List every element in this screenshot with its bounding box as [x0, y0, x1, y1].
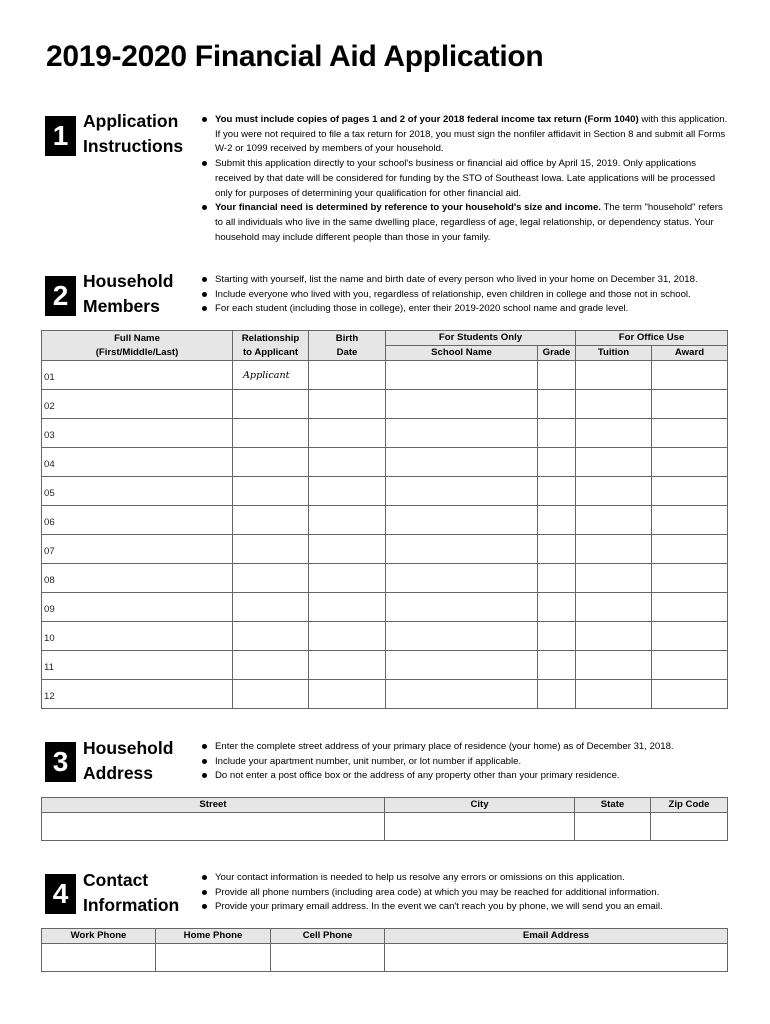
relationship-cell[interactable] — [233, 564, 309, 593]
relationship-cell[interactable] — [233, 622, 309, 651]
cell-phone-field[interactable] — [271, 944, 385, 972]
section-1-title — [83, 109, 183, 159]
office-use-header: For Office Use — [576, 331, 728, 346]
table-row — [42, 564, 728, 593]
award-cell[interactable] — [652, 419, 728, 448]
row-number: 08 — [44, 575, 55, 586]
school-name-cell[interactable] — [386, 448, 538, 477]
section-4-title — [83, 868, 179, 918]
full-name-cell[interactable] — [42, 448, 233, 477]
email-address-field[interactable] — [385, 944, 728, 972]
full-name-header-line2: (First/Middle/Last) — [95, 346, 179, 358]
birth-date-cell[interactable] — [309, 419, 386, 448]
grade-cell[interactable] — [538, 680, 576, 709]
tuition-cell[interactable] — [576, 564, 652, 593]
state-field[interactable] — [575, 813, 651, 841]
table-row — [42, 390, 728, 419]
school-name-cell[interactable] — [386, 506, 538, 535]
full-name-cell[interactable] — [42, 564, 233, 593]
section-1-bullet-2: Submit this application directly to your school's business or financial aid office by April 15, 2019. Only applications received by that date will be considered for funding by the STO of Southeast Iowa. Late applications will be processed only for purposes of determining your qualification for other financial aid. — [200, 157, 730, 201]
tuition-cell[interactable] — [576, 651, 652, 680]
row-number: 02 — [44, 401, 55, 412]
table-row — [42, 593, 728, 622]
full-name-cell[interactable] — [42, 651, 233, 680]
section-4-instructions — [200, 871, 730, 915]
school-name-cell[interactable] — [386, 477, 538, 506]
full-name-header-line1: Full Name — [114, 332, 160, 344]
table-row — [42, 535, 728, 564]
birth-date-cell[interactable] — [309, 622, 386, 651]
city-field[interactable] — [385, 813, 575, 841]
table-row — [42, 361, 728, 390]
cell-phone-header: Cell Phone — [271, 929, 385, 944]
school-name-cell[interactable] — [386, 390, 538, 419]
grade-cell[interactable] — [538, 390, 576, 419]
award-cell[interactable] — [652, 506, 728, 535]
school-name-cell[interactable] — [386, 593, 538, 622]
section-4-title-line2: Information — [83, 895, 180, 915]
grade-cell[interactable] — [538, 361, 576, 390]
tuition-cell[interactable] — [576, 593, 652, 622]
award-cell[interactable] — [652, 564, 728, 593]
row-number: 03 — [44, 430, 55, 441]
relationship-header-line2: to Applicant — [242, 346, 299, 358]
grade-cell[interactable] — [538, 564, 576, 593]
full-name-cell[interactable] — [42, 390, 233, 419]
award-cell[interactable] — [652, 622, 728, 651]
school-name-cell[interactable] — [386, 361, 538, 390]
zip-code-field[interactable] — [651, 813, 728, 841]
section-4-number: 4 — [45, 874, 76, 914]
section-3-bullet-2: Include your apartment number, unit number, or lot number if applicable. — [200, 755, 730, 770]
row-number: 06 — [44, 517, 55, 528]
full-name-cell[interactable] — [42, 680, 233, 709]
table-row — [42, 419, 728, 448]
table-row — [42, 680, 728, 709]
award-cell[interactable] — [652, 390, 728, 419]
section-1-bullet-1 — [200, 113, 730, 157]
full-name-cell[interactable] — [42, 477, 233, 506]
relationship-cell[interactable] — [233, 419, 309, 448]
award-cell[interactable] — [652, 651, 728, 680]
page-title: 2019-2020 Financial Aid Application — [46, 40, 544, 73]
section-1-number: 1 — [45, 116, 76, 156]
section-4-bullet-2: Provide all phone numbers (including area code) at which you may be reached for additional information. — [200, 886, 730, 901]
full-name-cell[interactable] — [42, 361, 233, 390]
relationship-cell[interactable] — [233, 593, 309, 622]
street-field[interactable] — [42, 813, 385, 841]
row-number: 05 — [44, 488, 55, 499]
tuition-cell[interactable] — [576, 477, 652, 506]
section-2-title — [83, 269, 173, 319]
section-1-title-line2: Instructions — [83, 136, 184, 156]
tuition-cell[interactable] — [576, 361, 652, 390]
birth-date-cell[interactable] — [309, 564, 386, 593]
relationship-cell[interactable] — [233, 448, 309, 477]
section-1-instructions — [200, 113, 730, 245]
full-name-cell[interactable] — [42, 622, 233, 651]
section-1-title-line1: Application — [83, 111, 179, 131]
section-2-instructions — [200, 273, 730, 317]
relationship-cell[interactable] — [233, 390, 309, 419]
household-members-table — [41, 330, 728, 709]
row-number: 09 — [44, 604, 55, 615]
birth-date-cell[interactable] — [309, 651, 386, 680]
home-phone-header: Home Phone — [156, 929, 271, 944]
birth-date-cell[interactable] — [309, 535, 386, 564]
award-cell[interactable] — [652, 680, 728, 709]
row-number: 10 — [44, 633, 55, 644]
grade-cell[interactable] — [538, 651, 576, 680]
section-3-number: 3 — [45, 742, 76, 782]
section-1-bullet-3 — [200, 201, 730, 245]
award-cell[interactable] — [652, 593, 728, 622]
grade-cell[interactable] — [538, 622, 576, 651]
relationship-cell[interactable] — [233, 506, 309, 535]
section-3-title-line2: Address — [83, 763, 154, 783]
relationship-cell[interactable] — [233, 477, 309, 506]
full-name-cell[interactable] — [42, 419, 233, 448]
section-2-bullet-1: Starting with yourself, list the name and birth date of every person who lived in your home on December 31, 2018. — [200, 273, 730, 288]
school-name-header: School Name — [386, 346, 538, 361]
row-number: 11 — [44, 662, 54, 673]
full-name-cell[interactable] — [42, 506, 233, 535]
section-4-bullet-3: Provide your primary email address. In the event we can't reach you by phone, we will send you an email. — [200, 900, 730, 915]
section-2-bullet-2: Include everyone who lived with you, regardless of relationship, even children in college and those not in school. — [200, 288, 730, 303]
street-header: Street — [42, 798, 385, 813]
grade-cell[interactable] — [538, 448, 576, 477]
relationship-cell[interactable] — [233, 651, 309, 680]
birth-date-cell[interactable] — [309, 390, 386, 419]
relationship-header — [233, 331, 309, 361]
section-2-bullet-3: For each student (including those in college), enter their 2019-2020 school name and grade level. — [200, 302, 730, 317]
work-phone-header: Work Phone — [42, 929, 156, 944]
birth-date-cell[interactable] — [309, 680, 386, 709]
section-2-title-line1: Household — [83, 271, 174, 291]
section-2-number: 2 — [45, 276, 76, 316]
relationship-cell[interactable]: Applicant — [233, 361, 309, 390]
grade-cell[interactable] — [538, 506, 576, 535]
section-4-title-line1: Contact — [83, 870, 149, 890]
row-number: 12 — [44, 691, 55, 702]
tuition-cell[interactable] — [576, 419, 652, 448]
city-header: City — [385, 798, 575, 813]
section-3-title-line1: Household — [83, 738, 174, 758]
full-name-header — [42, 331, 233, 361]
section-1-bullet-3-text: The term "household" refers to all individuals who live in the same dwelling place, regardless of age, legal relationship, or dependency status. Your household may include different people than those in your family. — [215, 202, 723, 243]
birth-date-cell[interactable] — [309, 448, 386, 477]
relationship-cell[interactable] — [233, 680, 309, 709]
row-number: 01 — [44, 372, 55, 383]
section-3-title — [83, 736, 173, 786]
table-row — [42, 448, 728, 477]
table-row — [42, 622, 728, 651]
section-1-bullet-1-text: with this application. If you were not required to file a tax return for 2018, you must sign the nonfiler affidavit in Section 8 and submit all Forms W-2 or 1099 received by members of your household. — [215, 114, 728, 155]
table-row — [42, 477, 728, 506]
contact-info-table — [41, 928, 728, 972]
grade-cell[interactable] — [538, 477, 576, 506]
birth-date-cell[interactable] — [309, 506, 386, 535]
section-4-bullet-1: Your contact information is needed to help us resolve any errors or omissions on this application. — [200, 871, 730, 886]
section-3-instructions — [200, 740, 730, 784]
row-number: 07 — [44, 546, 55, 557]
tuition-header: Tuition — [576, 346, 652, 361]
email-address-header: Email Address — [385, 929, 728, 944]
school-name-cell[interactable] — [386, 622, 538, 651]
grade-cell[interactable] — [538, 535, 576, 564]
zip-code-header: Zip Code — [651, 798, 728, 813]
tuition-cell[interactable] — [576, 622, 652, 651]
household-address-table — [41, 797, 728, 841]
award-cell[interactable] — [652, 448, 728, 477]
students-only-header: For Students Only — [386, 331, 576, 346]
birth-date-cell[interactable] — [309, 593, 386, 622]
school-name-cell[interactable] — [386, 680, 538, 709]
school-name-cell[interactable] — [386, 535, 538, 564]
award-cell[interactable] — [652, 361, 728, 390]
birth-date-cell[interactable] — [309, 477, 386, 506]
full-name-cell[interactable] — [42, 593, 233, 622]
grade-cell[interactable] — [538, 593, 576, 622]
relationship-header-line1: Relationship — [241, 332, 300, 344]
award-cell[interactable] — [652, 535, 728, 564]
school-name-cell[interactable] — [386, 651, 538, 680]
table-row — [42, 651, 728, 680]
grade-header: Grade — [538, 346, 576, 361]
school-name-cell[interactable] — [386, 564, 538, 593]
tuition-cell[interactable] — [576, 506, 652, 535]
state-header: State — [575, 798, 651, 813]
award-header: Award — [652, 346, 728, 361]
tuition-cell[interactable] — [576, 680, 652, 709]
work-phone-field[interactable] — [42, 944, 156, 972]
section-3-bullet-1: Enter the complete street address of your primary place of residence (your home) as of December 31, 2018. — [200, 740, 730, 755]
school-name-cell[interactable] — [386, 419, 538, 448]
section-1-bullet-3-bold: Your financial need is determined by reference to your household's size and income. — [215, 202, 601, 214]
award-cell[interactable] — [652, 477, 728, 506]
row-number: 04 — [44, 459, 55, 470]
home-phone-field[interactable] — [156, 944, 271, 972]
birth-date-header — [309, 331, 386, 361]
relationship-cell[interactable] — [233, 535, 309, 564]
section-3-bullet-3: Do not enter a post office box or the address of any property other than your primary residence. — [200, 769, 730, 784]
tuition-cell[interactable] — [576, 448, 652, 477]
section-2-title-line2: Members — [83, 296, 160, 316]
tuition-cell[interactable] — [576, 535, 652, 564]
grade-cell[interactable] — [538, 419, 576, 448]
birth-date-cell[interactable] — [309, 361, 386, 390]
tuition-cell[interactable] — [576, 390, 652, 419]
birth-date-header-line1: Birth — [335, 332, 359, 344]
section-1-bullet-1-bold: You must include copies of pages 1 and 2 of your 2018 federal income tax return (Form 1040) — [215, 114, 639, 125]
full-name-cell[interactable] — [42, 535, 233, 564]
table-row — [42, 506, 728, 535]
birth-date-header-line2: Date — [336, 346, 358, 358]
